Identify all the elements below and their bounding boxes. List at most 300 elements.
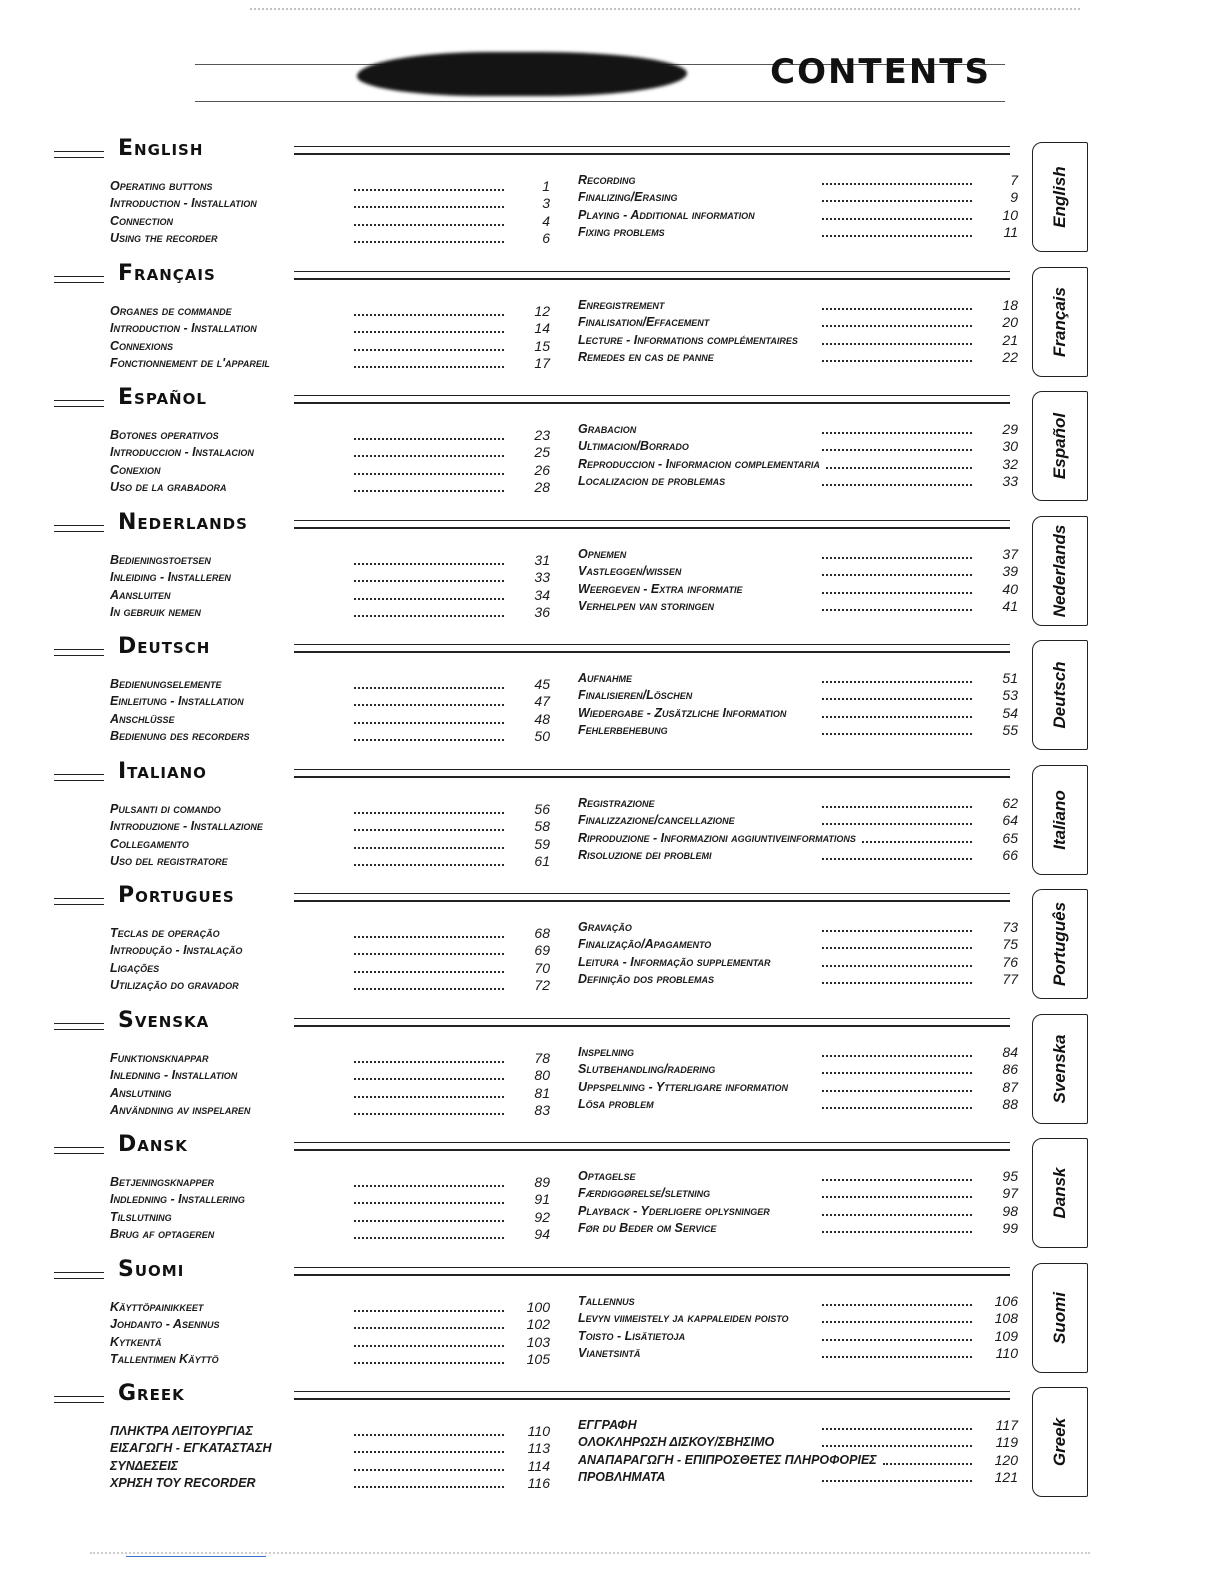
toc-entry-label: Finalisation/Effacement (578, 314, 710, 329)
toc-entry[interactable] (110, 1458, 550, 1475)
toc-entry-label: Enregistrement (578, 297, 665, 312)
toc-page-number: 66 (1002, 846, 1018, 863)
toc-entry[interactable] (110, 479, 550, 496)
section-title: Français (118, 260, 216, 286)
toc-entry[interactable] (110, 1102, 550, 1119)
tab-nederlands[interactable] (1032, 516, 1088, 626)
dot-leader (822, 1321, 972, 1325)
toc-entry[interactable] (110, 427, 550, 444)
dot-leader (822, 681, 972, 685)
toc-entry-label: Organes de commande (110, 303, 232, 318)
toc-page-number: 9 (1010, 189, 1018, 205)
toc-page-number: 88 (1002, 1095, 1018, 1112)
toc-entry-label: Registrazione (578, 795, 655, 810)
toc-entry-label: ΑΝΑΠΑΡΑΓΩΓΗ - ΕΠΙΠΡΟΣΘΕΤΕΣ ΠΛΗΡΟΦΟΡΙΕΣ (578, 1453, 877, 1467)
toc-entry[interactable] (110, 1423, 550, 1440)
dot-leader (822, 930, 972, 934)
section-title: English (118, 136, 204, 161)
section-rule-left (54, 400, 104, 407)
dot-leader (354, 847, 504, 851)
toc-page-number: 37 (1002, 545, 1018, 562)
toc-page-number: 110 (995, 1344, 1018, 1361)
toc-entry-label: Definição dos problemas (578, 972, 714, 986)
section-rule-left (54, 1147, 104, 1154)
section-dansk (54, 1132, 1094, 1260)
toc-entry[interactable] (578, 687, 1018, 704)
tab-italiano[interactable] (1032, 765, 1088, 875)
toc-page-number: 121 (994, 1469, 1018, 1485)
dot-leader (822, 308, 972, 312)
toc-entry[interactable] (110, 1316, 550, 1333)
toc-page-number: 91 (534, 1191, 550, 1207)
toc-entry[interactable] (578, 1061, 1018, 1078)
toc-entry[interactable] (578, 314, 1018, 331)
toc-entry[interactable] (110, 230, 550, 247)
dot-leader (822, 574, 972, 578)
toc-entry-label: Betjeningsknapper (110, 1175, 215, 1189)
toc-entry-label: ΟΛΟΚΛΗΡΩΣΗ ΔΙΣΚΟΥ/ΣΒΗΣΙΜΟ (578, 1435, 775, 1449)
toc-entry-label: Aansluiten (110, 587, 171, 602)
toc-entry-label: Fehlerbehebung (578, 723, 668, 737)
dot-leader (822, 360, 972, 364)
toc-entry[interactable] (110, 1351, 550, 1368)
toc-page-number: 39 (1002, 562, 1018, 579)
toc-page-number: 83 (534, 1101, 550, 1118)
toc-entry-label: Tallennus (578, 1293, 635, 1308)
toc-entry-label: Inledning - Installation (110, 1067, 238, 1082)
toc-entry[interactable] (110, 818, 550, 835)
toc-page-number: 17 (534, 354, 550, 371)
toc-entry-label: Verhelpen van storingen (578, 598, 714, 613)
dot-leader (354, 936, 504, 940)
toc-entry[interactable] (578, 1293, 1018, 1310)
toc-entry[interactable] (110, 836, 550, 853)
dot-leader (822, 609, 972, 613)
section-rule-right (294, 146, 1010, 155)
toc-entry-label: Bedieningstoetsen (110, 552, 211, 567)
toc-page-number: 109 (994, 1327, 1018, 1344)
toc-page-number: 81 (534, 1084, 550, 1101)
toc-page-number: 120 (994, 1452, 1018, 1468)
toc-page-number: 102 (526, 1315, 550, 1332)
toc-entry-label: Inspelning (578, 1044, 634, 1059)
toc-entry-label: ΠΡΟΒΛΗΜΑΤΑ (578, 1470, 666, 1484)
toc-entry[interactable] (110, 444, 550, 461)
section-header (54, 1256, 1094, 1297)
toc-entry[interactable] (578, 332, 1018, 349)
toc-entry[interactable] (110, 1067, 550, 1084)
toc-entry[interactable] (578, 954, 1018, 971)
toc-entry[interactable] (110, 1299, 550, 1316)
toc-entry[interactable] (578, 1096, 1018, 1113)
toc-entry-label: Ligações (110, 961, 160, 975)
toc-entry-label: Johdanto - Asennus (110, 1316, 220, 1331)
toc-entry[interactable] (110, 303, 550, 320)
toc-entry[interactable] (578, 705, 1018, 722)
dot-leader (822, 218, 972, 222)
section-italiano (54, 758, 1094, 887)
toc-page-number: 25 (534, 444, 550, 460)
tab-label: Suomi (1050, 1291, 1069, 1344)
dot-leader (822, 1107, 972, 1111)
toc-entry-label: Toisto - Lisätietoja (578, 1328, 686, 1343)
tab-deutsch[interactable] (1032, 640, 1088, 750)
toc-entry[interactable] (110, 178, 550, 195)
toc-page-number: 34 (534, 586, 550, 603)
toc-entry-label: Uso de la grabadora (110, 480, 227, 494)
toc-entry[interactable] (578, 349, 1018, 366)
tab-dansk[interactable] (1032, 1138, 1088, 1248)
dot-leader (822, 432, 972, 436)
tab-espanol[interactable] (1032, 391, 1088, 501)
dot-leader (822, 1196, 972, 1200)
toc-entry[interactable] (578, 1328, 1018, 1345)
toc-page-number: 86 (1002, 1060, 1018, 1077)
toc-page-number: 56 (534, 800, 550, 817)
dot-leader (354, 473, 504, 477)
dot-leader (354, 1451, 504, 1455)
toc-entry[interactable] (578, 1310, 1018, 1327)
toc-entry[interactable] (110, 801, 550, 818)
toc-entry-label: Pulsanti di comando (110, 801, 221, 816)
tab-english[interactable] (1032, 142, 1088, 252)
toc-entry[interactable] (110, 693, 550, 710)
dot-leader (354, 563, 504, 567)
toc-entry[interactable] (578, 919, 1018, 936)
toc-entry[interactable] (578, 1220, 1018, 1237)
dot-leader (354, 1327, 504, 1331)
tab-label: Greek (1050, 1417, 1069, 1467)
toc-page-number: 7 (1010, 172, 1018, 188)
toc-entry[interactable] (110, 320, 550, 337)
toc-page-number: 113 (527, 1440, 550, 1456)
toc-entry-label: Playing - Additional information (578, 208, 755, 222)
page-title: CONTENTS (770, 52, 991, 92)
toc-entry[interactable] (578, 670, 1018, 687)
dot-leader (354, 953, 504, 957)
toc-entry[interactable] (110, 960, 550, 977)
dot-leader (354, 1486, 504, 1490)
toc-page-number: 26 (534, 462, 550, 478)
dot-leader (354, 1202, 504, 1206)
toc-entry-label: Vastleggen/wissen (578, 563, 682, 578)
toc-entry-label: Anschlüsse (110, 712, 175, 726)
dot-leader (822, 1214, 972, 1218)
toc-page-number: 18 (1002, 296, 1018, 313)
toc-entry[interactable] (578, 795, 1018, 812)
tab-label: Italiano (1050, 789, 1069, 850)
section-rule-right (294, 769, 1010, 778)
toc-entry-label: Finalizzazione/cancellazione (578, 812, 735, 827)
toc-entry-label: ΠΛΗΚΤΡΑ ΛΕΙΤΟΥΡΓΙΑΣ (110, 1424, 253, 1438)
dot-leader (354, 864, 504, 868)
dot-leader (354, 1310, 504, 1314)
toc-entry-label: Fixing problems (578, 225, 665, 239)
toc-page-number: 53 (1002, 687, 1018, 703)
toc-entry[interactable] (110, 925, 550, 942)
toc-page-number: 108 (994, 1309, 1018, 1326)
toc-page-number: 6 (542, 230, 550, 246)
toc-entry[interactable] (110, 213, 550, 230)
toc-entry[interactable] (578, 1079, 1018, 1096)
dot-leader (354, 1345, 504, 1349)
toc-page-number: 117 (995, 1417, 1018, 1433)
toc-entry[interactable] (578, 581, 1018, 598)
toc-entry[interactable] (110, 587, 550, 604)
dot-leader (354, 812, 504, 816)
dot-leader (822, 1179, 972, 1183)
section-header (54, 1381, 1094, 1421)
toc-page-number: 98 (1002, 1203, 1018, 1219)
toc-entry[interactable] (110, 1085, 550, 1102)
toc-page-number: 106 (994, 1292, 1018, 1309)
toc-page-number: 32 (1002, 456, 1018, 472)
toc-entry-label: Vianetsintä (578, 1345, 641, 1360)
dot-leader (822, 858, 972, 862)
toc-entry[interactable] (110, 1440, 550, 1457)
toc-page-number: 77 (1002, 971, 1018, 987)
toc-page-number: 11 (1003, 224, 1018, 240)
toc-page-number: 54 (1002, 705, 1018, 721)
dot-leader (354, 1362, 504, 1366)
toc-entry[interactable] (578, 830, 1018, 847)
dot-leader (354, 687, 504, 691)
section-rule-left (54, 525, 104, 532)
section-header (54, 385, 1094, 425)
toc-entry-label: Inleiding - Installeren (110, 569, 231, 584)
toc-page-number: 78 (534, 1049, 550, 1066)
toc-entry-label: ΧΡΗΣΗ ΤΟΥ RECORDER (110, 1476, 256, 1490)
dot-leader (354, 438, 504, 442)
dot-leader (822, 200, 972, 204)
dot-leader (822, 1445, 972, 1449)
toc-page-number: 95 (1002, 1168, 1018, 1184)
toc-page-number: 3 (542, 195, 550, 211)
toc-entry[interactable] (110, 195, 550, 212)
toc-entry[interactable] (110, 1174, 550, 1191)
toc-entry-label: Playback - Yderligere oplysninger (578, 1204, 770, 1218)
toc-entry[interactable] (578, 1168, 1018, 1185)
toc-page-number: 47 (534, 693, 550, 709)
toc-entry[interactable] (578, 1469, 1018, 1486)
toc-entry[interactable] (578, 1044, 1018, 1061)
dot-leader (822, 823, 972, 827)
dot-leader (354, 1113, 504, 1117)
toc-entry-label: Käyttöpainikkeet (110, 1299, 204, 1314)
toc-entry[interactable] (110, 1209, 550, 1226)
tab-label: Português (1050, 901, 1069, 987)
dot-leader (354, 615, 504, 619)
dot-leader (354, 349, 504, 353)
toc-entry-label: Reproduccion - Informacion complementaria (578, 457, 820, 471)
section-rule-right (294, 271, 1010, 280)
toc-page-number: 103 (526, 1333, 550, 1350)
toc-entry[interactable] (578, 971, 1018, 988)
toc-entry[interactable] (110, 853, 550, 870)
toc-entry[interactable] (110, 942, 550, 959)
toc-entry-label: Remedes en cas de panne (578, 349, 714, 364)
toc-entry[interactable] (578, 563, 1018, 580)
toc-entry[interactable] (110, 977, 550, 994)
toc-page-number: 84 (1002, 1043, 1018, 1060)
section-rule-right (294, 1391, 1010, 1400)
dot-leader (354, 206, 504, 210)
toc-entry[interactable] (110, 604, 550, 621)
toc-entry[interactable] (110, 1334, 550, 1351)
dot-leader (354, 722, 504, 726)
tab-francais[interactable] (1032, 267, 1088, 377)
dot-leader (822, 947, 972, 951)
toc-entry-label: Lösa problem (578, 1096, 654, 1111)
section-espanol (54, 385, 1094, 513)
tab-svenska[interactable] (1032, 1014, 1088, 1124)
toc-entry[interactable] (110, 552, 550, 569)
toc-page-number: 33 (1002, 473, 1018, 489)
toc-entry-label: Gravação (578, 920, 632, 934)
toc-entry-label: Connexions (110, 338, 174, 353)
toc-entry[interactable] (578, 456, 1018, 473)
dot-leader (354, 224, 504, 228)
toc-page-number: 110 (527, 1423, 550, 1439)
toc-entry[interactable] (578, 1417, 1018, 1434)
toc-entry-label: Tallentimen Käyttö (110, 1351, 219, 1366)
toc-entry[interactable] (578, 189, 1018, 206)
toc-page-number: 45 (534, 676, 550, 692)
toc-entry[interactable] (578, 224, 1018, 241)
toc-entry[interactable] (578, 847, 1018, 864)
toc-page-number: 14 (534, 319, 550, 336)
toc-entry[interactable] (578, 1345, 1018, 1362)
toc-entry-label: Anslutning (110, 1085, 172, 1100)
toc-page-number: 61 (534, 852, 550, 869)
toc-page-number: 4 (542, 213, 550, 229)
section-portugues (54, 883, 1094, 1011)
section-title: Greek (118, 1381, 185, 1406)
toc-entry-label: Tilslutning (110, 1210, 172, 1224)
toc-entry[interactable] (578, 812, 1018, 829)
toc-entry-label: Aufnahme (578, 671, 633, 685)
section-rule-right (294, 1267, 1010, 1276)
toc-page-number: 30 (1002, 438, 1018, 454)
toc-page-number: 29 (1002, 421, 1018, 437)
tab-label: Dansk (1050, 1167, 1069, 1219)
section-francais (54, 260, 1094, 389)
toc-entry[interactable] (578, 207, 1018, 224)
toc-page-number: 80 (534, 1066, 550, 1083)
toc-entry[interactable] (110, 338, 550, 355)
toc-page-number: 76 (1002, 954, 1018, 970)
dot-leader (354, 971, 504, 975)
toc-page-number: 59 (534, 835, 550, 852)
dot-leader (354, 1434, 504, 1438)
toc-entry[interactable] (578, 421, 1018, 438)
section-title: Svenska (118, 1007, 210, 1033)
section-rule-right (294, 1142, 1010, 1151)
toc-entry[interactable] (578, 936, 1018, 953)
toc-page-number: 36 (534, 603, 550, 620)
toc-entry[interactable] (578, 722, 1018, 739)
toc-entry[interactable] (110, 462, 550, 479)
dot-leader (883, 1463, 972, 1467)
section-rule-left (54, 898, 104, 905)
toc-entry[interactable] (578, 598, 1018, 615)
toc-entry-label: Using the recorder (110, 231, 218, 245)
dot-leader (822, 592, 972, 596)
toc-entry[interactable] (578, 438, 1018, 455)
toc-entry[interactable] (110, 569, 550, 586)
toc-page-number: 31 (534, 551, 550, 568)
toc-entry[interactable] (110, 676, 550, 693)
toc-entry-label: ΕΓΓΡΑΦΗ (578, 1418, 637, 1432)
toc-entry[interactable] (110, 1050, 550, 1067)
section-rule-right (294, 893, 1010, 902)
toc-entry[interactable] (110, 355, 550, 372)
toc-entry[interactable] (578, 1185, 1018, 1202)
toc-entry-label: Opnemen (578, 546, 627, 561)
dot-leader (822, 1428, 972, 1432)
dot-leader (354, 1061, 504, 1065)
toc-entry[interactable] (578, 473, 1018, 490)
toc-entry-label: Finalização/Apagamento (578, 937, 712, 951)
toc-entry[interactable] (578, 1452, 1018, 1469)
tab-label: Deutsch (1050, 661, 1069, 729)
toc-entry[interactable] (110, 728, 550, 745)
toc-entry[interactable] (578, 297, 1018, 314)
dot-leader (822, 1304, 972, 1308)
dot-leader (822, 235, 972, 239)
section-header (54, 1007, 1094, 1048)
toc-entry-label: Funktionsknappar (110, 1050, 209, 1065)
toc-entry[interactable] (110, 711, 550, 728)
toc-entry-label: Einleitung - Installation (110, 694, 244, 708)
toc-page-number: 48 (534, 711, 550, 727)
toc-entry[interactable] (578, 172, 1018, 189)
dot-leader (354, 366, 504, 370)
toc-entry-label: Bedienung des recorders (110, 729, 250, 743)
tab-label: English (1050, 166, 1069, 228)
toc-entry[interactable] (110, 1191, 550, 1208)
toc-entry-label: Fonctionnement de l'appareil (110, 355, 270, 370)
toc-entry[interactable] (110, 1475, 550, 1492)
toc-entry[interactable] (578, 1203, 1018, 1220)
section-svenska (54, 1007, 1094, 1136)
section-header (54, 634, 1094, 674)
toc-entry[interactable] (110, 1226, 550, 1243)
toc-entry-label: ΣΥΝΔΕΣΕΙΣ (110, 1459, 179, 1473)
toc-entry-label: Slutbehandling/radering (578, 1061, 716, 1076)
dot-leader (822, 806, 972, 810)
section-english (54, 136, 1094, 264)
toc-entry[interactable] (578, 1434, 1018, 1451)
toc-entry[interactable] (578, 546, 1018, 563)
tab-suomi[interactable] (1032, 1263, 1088, 1373)
toc-page-number: 20 (1002, 313, 1018, 330)
toc-entry-label: Bedienungselemente (110, 677, 222, 691)
margin-mark (126, 1556, 266, 1557)
section-header (54, 260, 1094, 301)
toc-page-number: 69 (534, 942, 550, 958)
toc-page-number: 89 (534, 1174, 550, 1190)
toc-page-number: 21 (1002, 331, 1018, 348)
dot-leader (354, 1096, 504, 1100)
section-title: Suomi (118, 1256, 185, 1282)
toc-entry-label: Operating buttons (110, 179, 213, 193)
toc-page-number: 40 (1002, 580, 1018, 597)
tab-greek[interactable] (1032, 1387, 1088, 1497)
dot-leader (354, 490, 504, 494)
tab-portugues[interactable] (1032, 889, 1088, 999)
toc-entry-label: Brug af optageren (110, 1227, 215, 1241)
